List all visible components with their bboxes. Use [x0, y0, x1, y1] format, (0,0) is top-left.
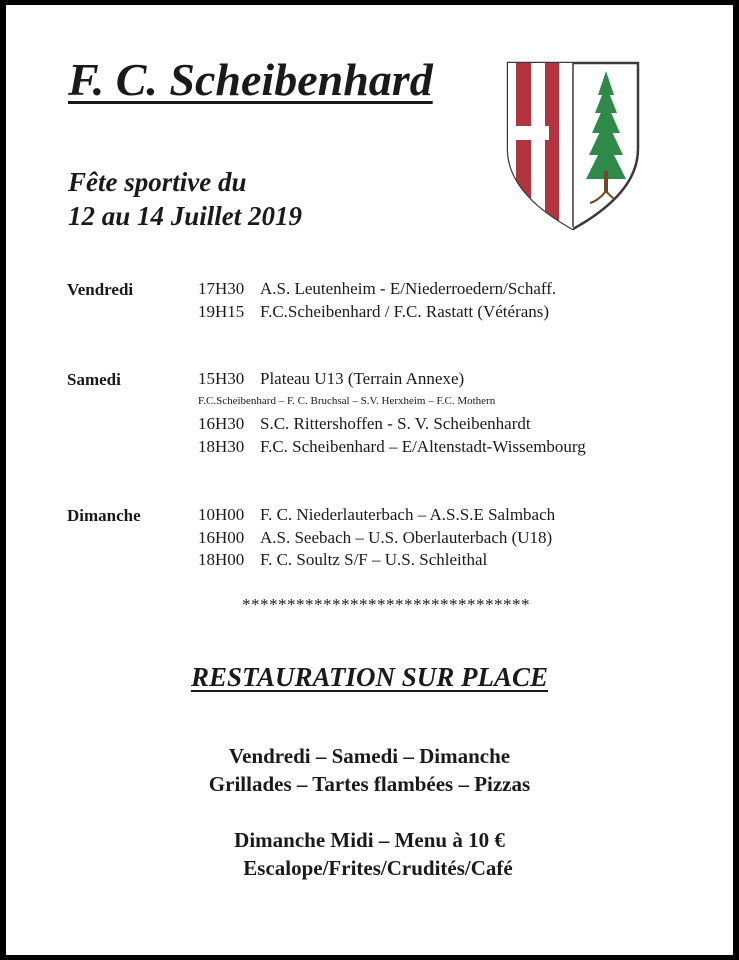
match-time: 10H00 [198, 505, 245, 524]
match-teams: F.C.Scheibenhard / F.C. Rastatt (Vétérans) [260, 302, 550, 321]
match-row [198, 550, 487, 570]
match-time: 19H15 [198, 302, 245, 321]
match-time: 17H30 [198, 279, 245, 298]
plateau-teams: F.C.Scheibenhard – F. C. Bruchsal – S.V. Herxheim – F.C. Mothern [198, 395, 496, 407]
match-time: 16H30 [198, 414, 245, 433]
day-label-samedi: Samedi [67, 370, 121, 389]
sunday-menu-items: Escalope/Frites/Crudités/Café [243, 856, 513, 880]
match-row [198, 505, 555, 525]
match-teams: Plateau U13 (Terrain Annexe) [260, 369, 465, 388]
club-crest-icon [506, 61, 640, 231]
match-row [198, 414, 531, 434]
flyer-page [6, 5, 733, 955]
service-days: Vendredi – Samedi – Dimanche [228, 744, 511, 768]
club-title: F. C. Scheibenhard [68, 54, 433, 105]
sunday-menu: Dimanche Midi – Menu à 10 € [234, 828, 505, 852]
match-teams: A.S. Seebach – U.S. Oberlauterbach (U18) [260, 528, 553, 547]
match-teams: F. C. Niederlauterbach – A.S.S.E Salmbach [260, 505, 556, 524]
match-time: 15H30 [198, 369, 245, 388]
event-subtitle: Fête sportive du [68, 167, 247, 197]
match-row [198, 528, 552, 548]
match-teams: S.C. Rittershoffen - S. V. Scheibenhardt [260, 414, 531, 433]
match-time: 18H00 [198, 550, 245, 569]
restauration-heading [6, 662, 733, 693]
match-time: 16H00 [198, 528, 245, 547]
match-row [198, 279, 556, 299]
day-label-vendredi: Vendredi [67, 280, 134, 299]
match-teams: A.S. Leutenheim - E/Niederroedern/Schaff. [260, 279, 557, 298]
match-teams: F.C. Scheibenhard – E/Altenstadt-Wissembourg [260, 437, 586, 456]
match-time: 18H30 [198, 437, 245, 456]
match-row [198, 369, 464, 389]
match-row [198, 437, 586, 457]
day-label-dimanche: Dimanche [67, 506, 141, 525]
food-offer: Grillades – Tartes flambées – Pizzas [208, 772, 531, 796]
separator: ******************************** [242, 595, 530, 614]
match-row [198, 302, 549, 322]
event-dates: 12 au 14 Juillet 2019 [68, 201, 303, 231]
restauration-heading-text: RESTAURATION SUR PLACE [190, 662, 549, 692]
match-teams: F. C. Soultz S/F – U.S. Schleithal [260, 550, 488, 569]
